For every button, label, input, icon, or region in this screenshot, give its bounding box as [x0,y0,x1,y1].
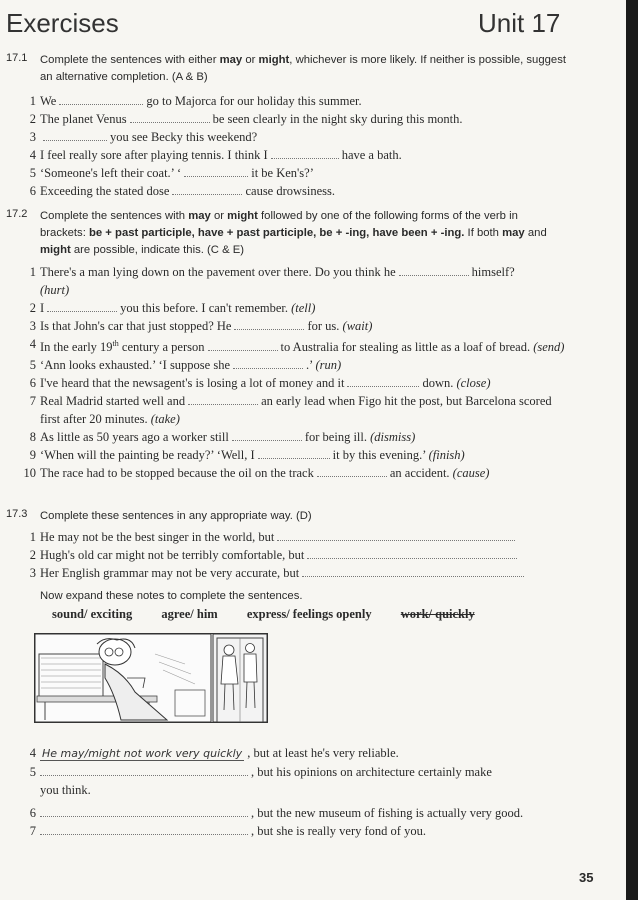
exercise-item: 4 In the early 19th century a person to Australia for stealing as little as a loaf of bread. (send) [29,337,565,355]
exercise-item: 7 , but she is really very fond of you. [29,824,426,838]
exercise-item: 2 Hugh's old car might not be terribly comfortable, but [40,546,566,564]
cartoon-illustration [34,633,268,723]
answer-blank[interactable] [302,567,524,577]
answer-blank[interactable] [40,807,248,817]
exercise-item: 10 The race had to be stopped because the oil on the track an accident. (cause) [23,466,490,481]
answer-blank[interactable] [307,549,517,559]
page-edge [626,0,638,900]
answer-blank[interactable] [232,431,302,441]
exercise-item: 9 ‘When will the painting be ready?’ ‘Well, I it by this evening.’ (finish) [29,448,465,463]
exercise-item: 5 , but his opinions on architecture certainly make you think. [29,765,492,797]
answer-blank[interactable] [184,167,248,177]
answer-blank[interactable] [47,302,117,312]
exercise-number: 17.1 [6,52,28,64]
note-item: sound/ exciting [52,607,133,621]
answer-blank[interactable] [208,341,278,351]
exercise-item: 3 you see Becky this weekend? [29,130,258,144]
exercise-instructions: Complete these sentences in any appropriate way. (D) [40,510,312,522]
exercise-17-1 [6,52,566,200]
answer-blank[interactable] [277,531,515,541]
exercise-17-2 [6,208,566,482]
answer-blank[interactable] [317,467,387,477]
answer-blank[interactable] [234,320,304,330]
notes-list [52,607,566,622]
note-item-used: work/ quickly [400,607,475,621]
answer-blank[interactable] [59,95,143,105]
expanded-sentences [6,744,566,840]
handwritten-answer: He may/might not work very quickly [42,747,243,760]
exercise-item: 2 The planet Venus be seen clearly in the night sky during this month. [29,112,463,126]
answer-blank[interactable] [347,377,419,387]
exercise-17-3 [6,508,566,622]
exercise-item: 3 Her English grammar may not be very accurate, but [40,564,566,582]
answer-blank[interactable] [188,395,258,405]
answer-blank[interactable] [258,449,330,459]
answer-blank[interactable] [399,266,469,276]
answer-blank[interactable] [172,185,242,195]
answer-blank[interactable] [233,359,303,369]
unit-label: Unit 17 [478,8,561,38]
page-title: Exercises [6,8,119,38]
answer-blank[interactable] [40,766,248,776]
answer-blank[interactable] [40,825,248,835]
note-item: agree/ him [161,607,218,621]
exercise-item: 5 ‘Ann looks exhausted.’ ‘I suppose she .’ (run) [29,358,342,373]
exercise-item: 1 We go to Majorca for our holiday this summer. [29,94,362,108]
exercise-item: 3 Is that John's car that just stopped? He for us. (wait) [29,319,373,333]
exercise-instructions: Complete the sentences with may or might followed by one of the following forms of the verb in brackets: be + past participle, have + past participle, be + -ing, have been + -ing. If both may and might are possible, indicate this. (C & E) [40,210,547,256]
exercise-item: 7 Real Madrid started well and an early lead when Figo hit the post, but Barcelona scored first after 20 minutes. (take) [29,394,552,427]
answer-blank[interactable] [130,113,210,123]
exercise-item: 1 There's a man lying down on the pavement over there. Do you think he himself? (hurt) [29,265,515,297]
expand-instructions: Now expand these notes to complete the sentences. [40,590,303,602]
exercise-number: 17.2 [6,208,28,220]
answer-blank[interactable] [43,131,107,141]
exercise-item: 4 I feel really sore after playing tennis. I think I have a bath. [29,148,402,162]
exercise-item: 6 , but the new museum of fishing is actually very good. [29,806,524,820]
exercise-item: 1 He may not be the best singer in the world, but [40,528,566,546]
cartoon-drawing [35,634,267,722]
exercise-item: 8 As little as 50 years ago a worker still for being ill. (dismiss) [29,430,416,445]
exercise-item: 4 He may/might not work very quickly , but at least he's very reliable. [29,746,399,760]
exercise-number: 17.3 [6,508,28,520]
note-item: express/ feelings openly [246,607,372,621]
exercise-item: 2 I you this before. I can't remember. (tell) [29,301,316,315]
exercise-item: 5 ‘Someone's left their coat.’ ‘ it be Ken's?’ [29,166,314,180]
exercise-item: 6 Exceeding the stated dose cause drowsiness. [29,184,336,198]
exercise-instructions: Complete the sentences with either may or might, whichever is more likely. If neither is possible, suggest an alternative completion. (A & B) [40,54,566,83]
answer-blank[interactable] [271,149,339,159]
exercise-item: 6 I've heard that the newsagent's is losing a lot of money and it down. (close) [29,376,491,391]
page-number: 35 [579,870,594,885]
